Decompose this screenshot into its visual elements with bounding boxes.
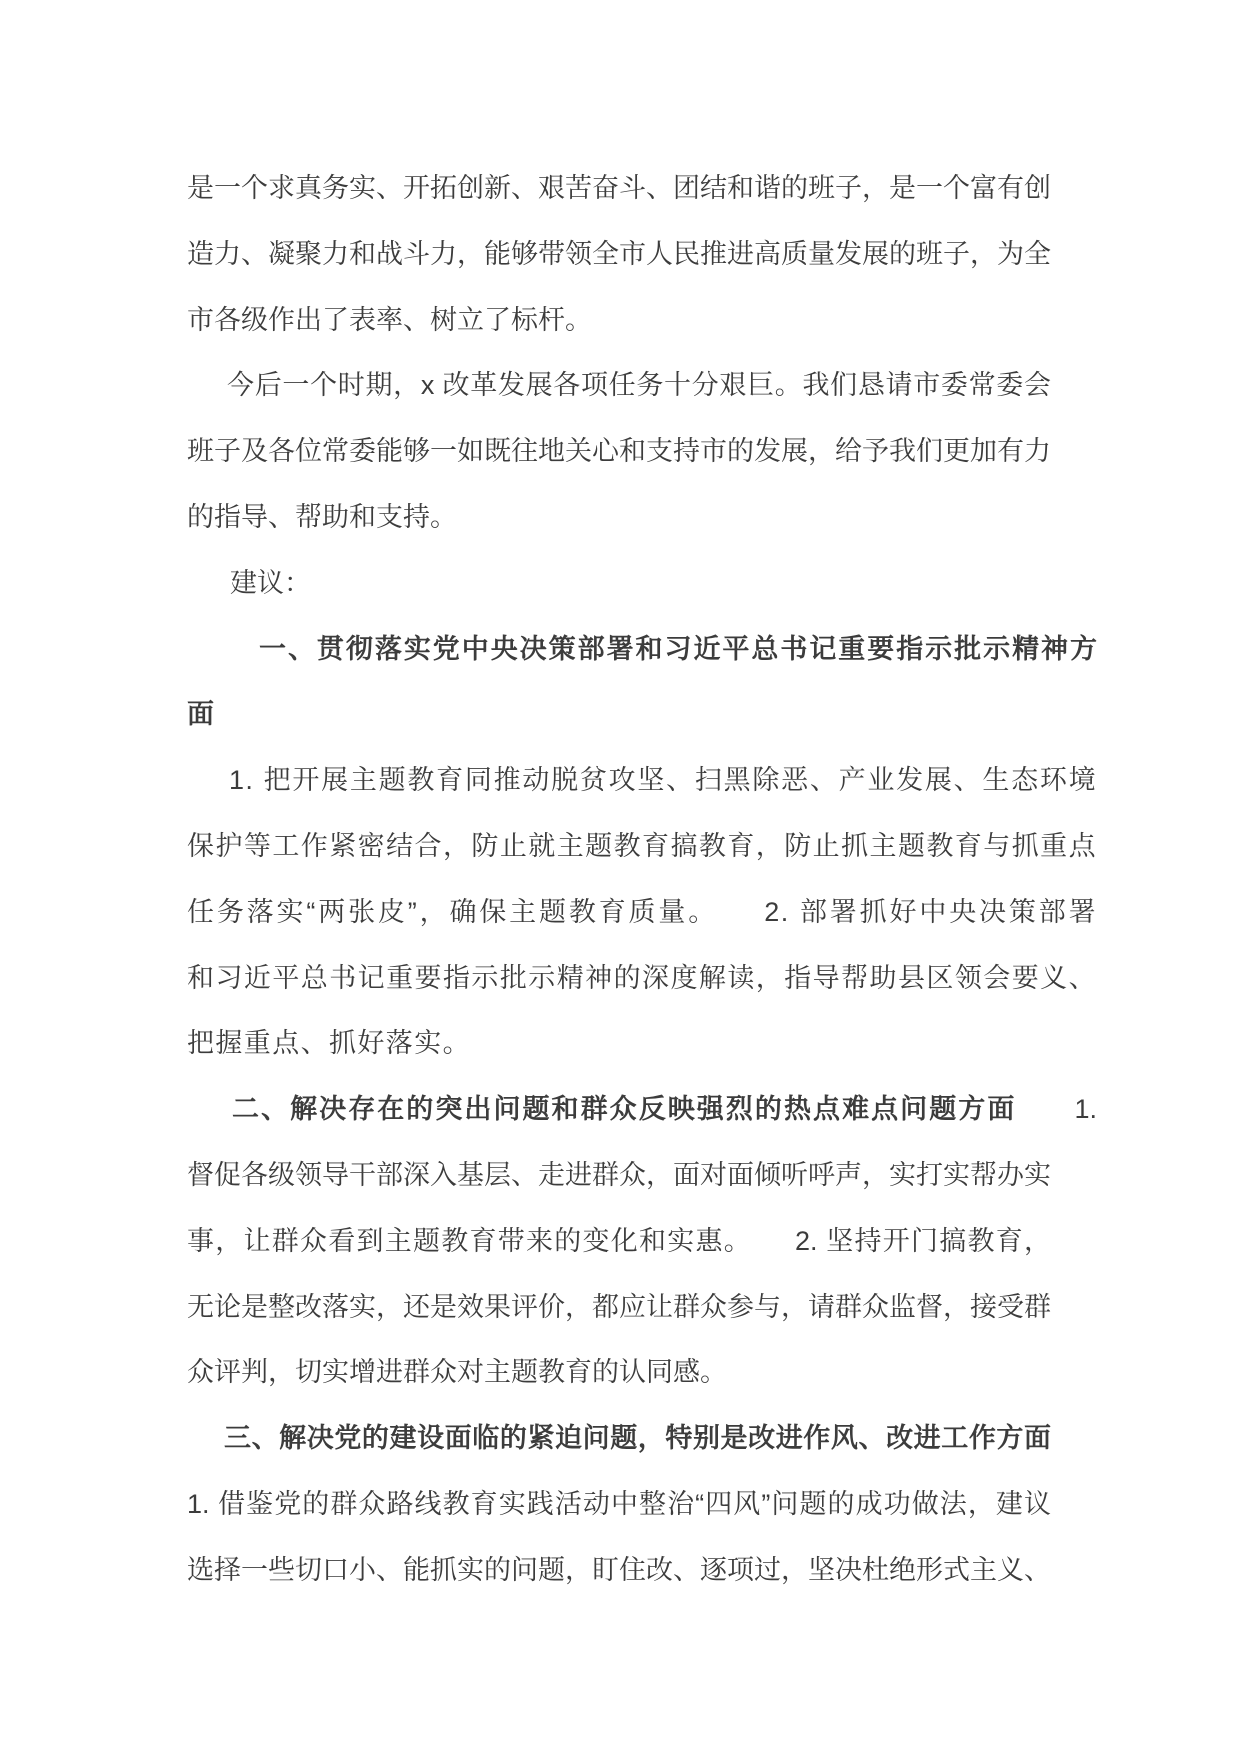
body-line	[187, 946, 1097, 1012]
body-line	[187, 353, 1051, 419]
text-run: 和习近平总书记重要指示批示精神的深度解读，指导帮助县区领会要义、	[187, 962, 1097, 993]
heading-line-1	[187, 617, 1097, 683]
body-line	[187, 1340, 1051, 1406]
body-line	[187, 748, 1097, 814]
body-line	[187, 551, 1051, 617]
body-line	[187, 1143, 1051, 1209]
text-run: 1.	[1016, 1094, 1097, 1125]
body-line	[187, 1538, 1051, 1604]
text-run: 建议：	[230, 567, 311, 598]
body-line	[187, 222, 1051, 288]
text-run: 任务落实“两张皮”，确保主题教育质量。 2. 部署抓好中央决策部署	[187, 896, 1097, 927]
text-run: 督促各级领导干部深入基层、走进群众，面对面倾听呼声，实打实帮办实	[187, 1159, 1051, 1190]
text-run: 把握重点、抓好落实。	[187, 1028, 471, 1059]
text-run: 事，让群众看到主题教育带来的变化和实惠。 2. 坚持开门搞教育，	[187, 1225, 1051, 1256]
body-line	[187, 814, 1097, 880]
heading-run: 面	[187, 699, 214, 730]
text-run: 1. 借鉴党的群众路线教育实践活动中整治“四风”问题的成功做法，建议	[187, 1488, 1051, 1519]
body-line	[187, 1275, 1051, 1341]
body-line	[187, 1472, 1051, 1538]
body-line	[187, 880, 1097, 946]
body-line	[187, 485, 1051, 551]
heading-line-3	[187, 1406, 1051, 1472]
text-run: 今后一个时期，x 改革发展各项任务十分艰巨。我们恳请市委常委会	[227, 370, 1051, 401]
heading-line-1-cont	[187, 682, 1097, 748]
body-line	[187, 1209, 1051, 1275]
text-run: 保护等工作紧密结合，防止就主题教育搞教育，防止抓主题教育与抓重点	[187, 830, 1097, 861]
heading-line-2	[187, 1077, 1097, 1143]
document-content	[187, 156, 1097, 1604]
text-run: 班子及各位常委能够一如既往地关心和支持市的发展，给予我们更加有力	[187, 436, 1051, 467]
heading-run: 一、贯彻落实党中央决策部署和习近平总书记重要指示批示精神方	[259, 633, 1097, 664]
body-line	[187, 288, 1051, 354]
text-run: 无论是整改落实，还是效果评价，都应让群众参与，请群众监督，接受群	[187, 1291, 1051, 1322]
text-run: 选择一些切口小、能抓实的问题，盯住改、逐项过，坚决杜绝形式主义、	[187, 1554, 1051, 1585]
text-run: 造力、凝聚力和战斗力，能够带领全市人民推进高质量发展的班子，为全	[187, 238, 1051, 269]
body-line	[187, 419, 1051, 485]
heading-run: 三、解决党的建设面临的紧迫问题，特别是改进作风、改进工作方面	[224, 1423, 1051, 1454]
text-run: 是一个求真务实、开拓创新、艰苦奋斗、团结和谐的班子，是一个富有创	[187, 173, 1051, 203]
text-run: 的指导、帮助和支持。	[187, 501, 457, 532]
text-run: 市各级作出了表率、树立了标杆。	[187, 304, 592, 335]
text-run: 1. 把开展主题教育同推动脱贫攻坚、扫黑除恶、产业发展、生态环境	[229, 765, 1097, 796]
body-line	[187, 1011, 1097, 1077]
text-run: 众评判，切实增进群众对主题教育的认同感。	[187, 1357, 727, 1388]
body-line	[187, 156, 1051, 222]
heading-run: 二、解决存在的突出问题和群众反映强烈的热点难点问题方面	[232, 1094, 1017, 1125]
